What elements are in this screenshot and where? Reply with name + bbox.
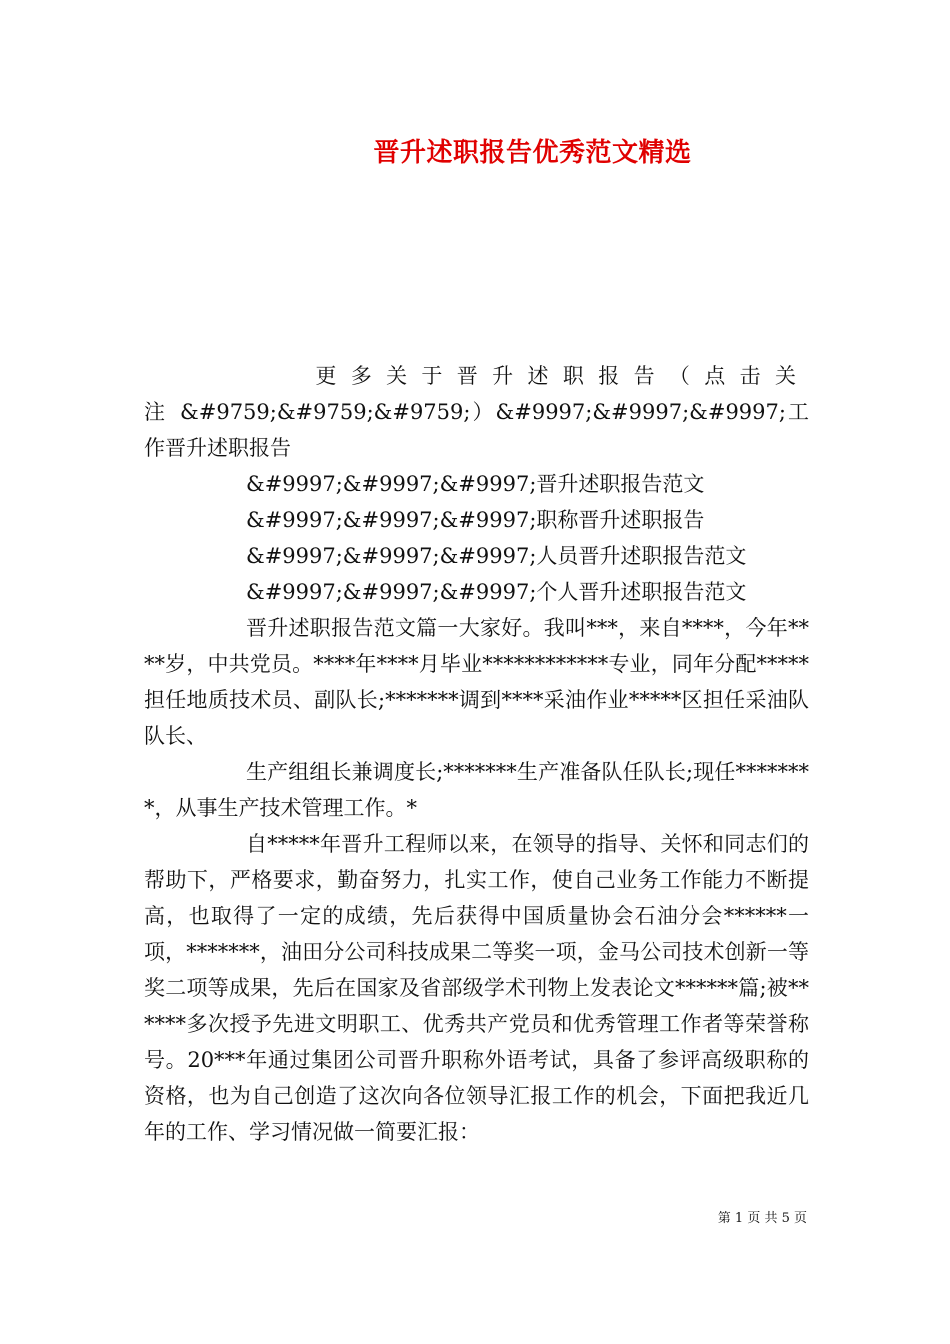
related-link-1[interactable]: &#9997;&#9997;&#9997;晋升述职报告范文 [246, 472, 705, 496]
related-link-3[interactable]: &#9997;&#9997;&#9997;人员晋升述职报告范文 [246, 544, 747, 568]
body-paragraph-3: 自*****年晋升工程师以来，在领导的指导、关怀和同志们的帮助下，严格要求，勤奋努力，扎实工作，使自己业务工作能力不断提高，也取得了一定的成绩，先后获得中国质量协会石油分会******一项，*******，油田分公司科技成果二等奖一项，金马公司技术创新一等奖二项等成果，先后在国家及省部级学术刊物上发表论文******篇;被******多次授予先进文明职工、优秀共产党员和优秀管理工作者等荣誉称号。20***年通过集团公司晋升职称外语考试，具备了参评高级职称的资格，也为自己创造了这次向各位领导汇报工作的机会，下面把我近几年的工作、学习情况做一简要汇报： [144, 832, 809, 1144]
related-link-2[interactable]: &#9997;&#9997;&#9997;职称晋升述职报告 [246, 508, 705, 532]
page-number: 第 1 页 共 5 页 [717, 1211, 807, 1226]
intro-spaced-text: 更多关于晋升述职报告（点击关注 [144, 364, 809, 424]
related-link-4[interactable]: &#9997;&#9997;&#9997;个人晋升述职报告范文 [246, 580, 747, 604]
intro-paragraph [144, 358, 809, 466]
body-paragraph-1: 晋升述职报告范文篇一大家好。我叫***，来自****，今年****岁，中共党员。****年****月毕业************专业，同年分配*****担任地质技术员、副队长;*******调到****采油作业*****区担任采油队队长、 [144, 616, 809, 748]
document-title: 晋升述职报告优秀范文精选 [373, 138, 692, 168]
document-body [144, 358, 809, 1150]
body-paragraph-2: 生产组组长兼调度长;*******生产准备队任队长;现任********，从事生产技术管理工作。* [144, 760, 809, 820]
intro-rest-text: &#9759;&#9759;&#9759;）&#9997;&#9997;&#9997;工作晋升述职报告 [144, 400, 810, 460]
